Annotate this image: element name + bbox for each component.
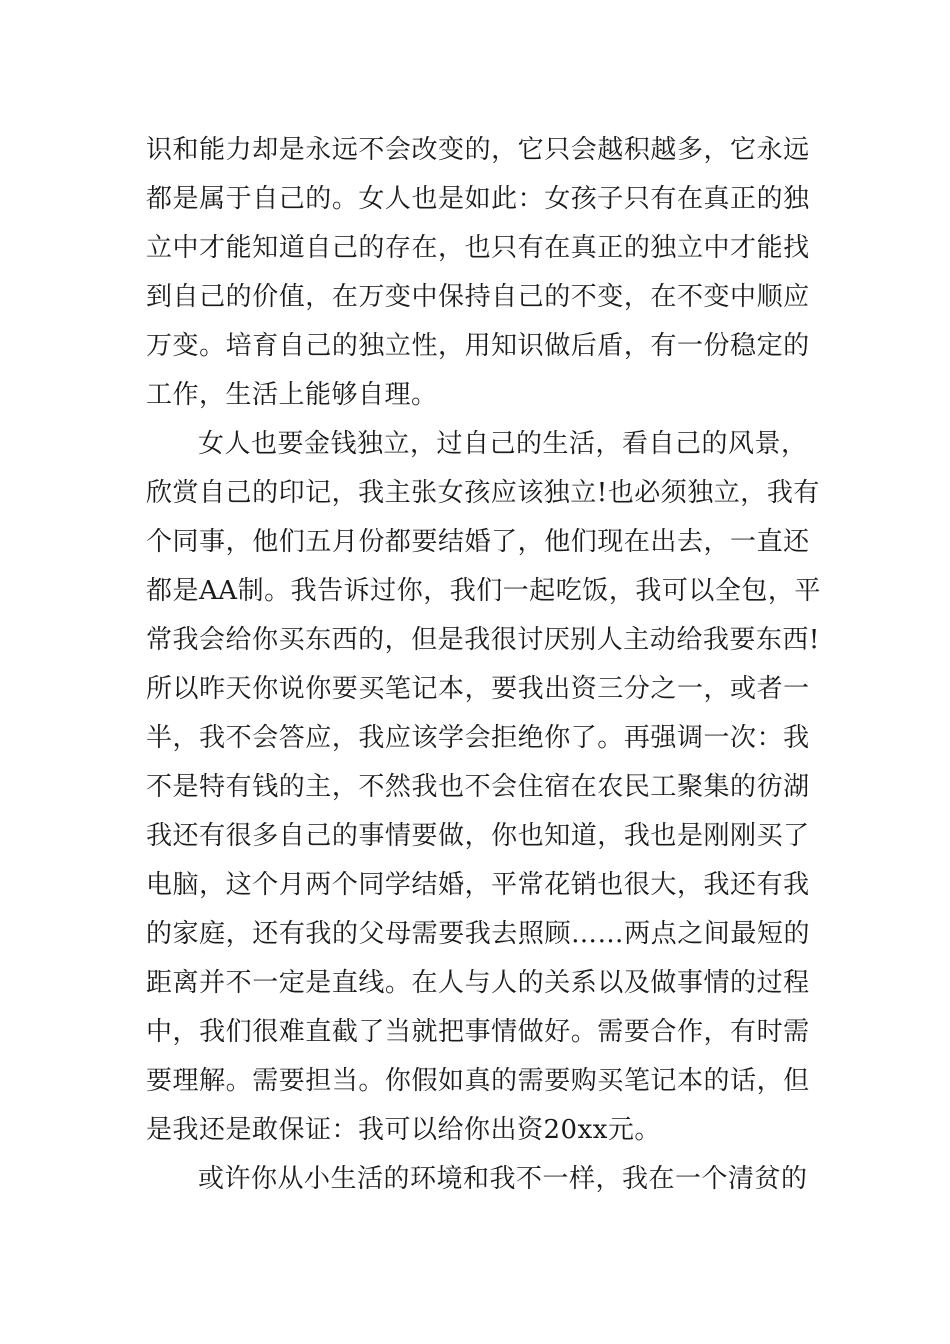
text-line: 中 ， 我 们 很 难 直 截 了 当 就 把 事 情 做 好 。 需 要 合 作 ， 有 时 需 (146, 1017, 810, 1047)
text-line: 常 我 会 给 你 买 东 西 的 ， 但 是 我 很 讨 厌 别 人 主 动 给 我 要 东 西 ! (146, 625, 820, 655)
paragraph-start-line: 或许你从小生活的环境和我不一样，我在一个清贫的 (198, 1164, 808, 1194)
text-line: 的 家 庭 ， 还 有 我 的 父 母 需 要 我 去 照 顾 … … 两 点 之 间 最 短 的 (146, 919, 810, 949)
text-line: 个 同 事 ， 他 们 五 月 份 都 要 结 婚 了 ， 他 们 现 在 出 去 ， 一 直 还 (146, 527, 810, 557)
text-line: 半 ， 我 不 会 答 应 ， 我 应 该 学 会 拒 绝 你 了 。 再 强 调 一 次 ： 我 (146, 723, 810, 753)
paragraph-start-line: 女人也要金钱独立，过自己的生活，看自己的风景， (198, 429, 808, 459)
body-text (146, 126, 821, 1204)
text-line: 万 变 。 培 育 自 己 的 独 立 性 ， 用 知 识 做 后 盾 ， 有 一 份 稳 定 的 (146, 331, 810, 361)
text-line: 我 还 有 很 多 自 己 的 事 情 要 做 ， 你 也 知 道 ， 我 也 是 刚 刚 买 了 (146, 821, 810, 851)
text-line: 到 自 己 的 价 值 ， 在 万 变 中 保 持 自 己 的 不 变 ， 在 不 变 中 顺 应 (146, 282, 810, 312)
text-line: 工作，生活上能够自理。 (146, 380, 438, 410)
text-line: 欣 赏 自 己 的 印 记 ， 我 主 张 女 孩 应 该 独 立 ! 也 必 须 独 立 ， 我 有 (146, 478, 820, 508)
text-line: 不 是 特 有 钱 的 主 ， 不 然 我 也 不 会 住 宿 在 农 民 工 聚 集 的 彷 湖 (146, 772, 810, 802)
text-line: 立 中 才 能 知 道 自 己 的 存 在 ， 也 只 有 在 真 正 的 独 立 中 才 能 找 (146, 233, 810, 263)
text-line: 要 理 解 。 需 要 担 当 。 你 假 如 真 的 需 要 购 买 笔 记 本 的 话 ， 但 (146, 1066, 810, 1096)
text-line: 电 脑 ， 这 个 月 两 个 同 学 结 婚 ， 平 常 花 销 也 很 大 ， 我 还 有 我 (146, 870, 810, 900)
text-line: 识 和 能 力 却 是 永 远 不 会 改 变 的 ， 它 只 会 越 积 越 多 ， 它 永 远 (146, 135, 810, 165)
text-line: 所 以 昨 天 你 说 你 要 买 笔 记 本 ， 要 我 出 资 三 分 之 一 ， 或 者 一 (146, 674, 810, 704)
text-line: 是我还是敢保证：我可以给你出资20xx元。 (146, 1115, 661, 1145)
text-line: 距 离 并 不 一 定 是 直 线 。 在 人 与 人 的 关 系 以 及 做 事 情 的 过 程 (146, 968, 810, 998)
text-line: 都 是 AA 制 。 我 告 诉 过 你 ， 我 们 一 起 吃 饭 ， 我 可 以 全 包 ， 平 (146, 576, 821, 606)
text-line: 都 是 属 于 自 己 的 。 女 人 也 是 如 此 ： 女 孩 子 只 有 在 真 正 的 独 (146, 184, 810, 214)
